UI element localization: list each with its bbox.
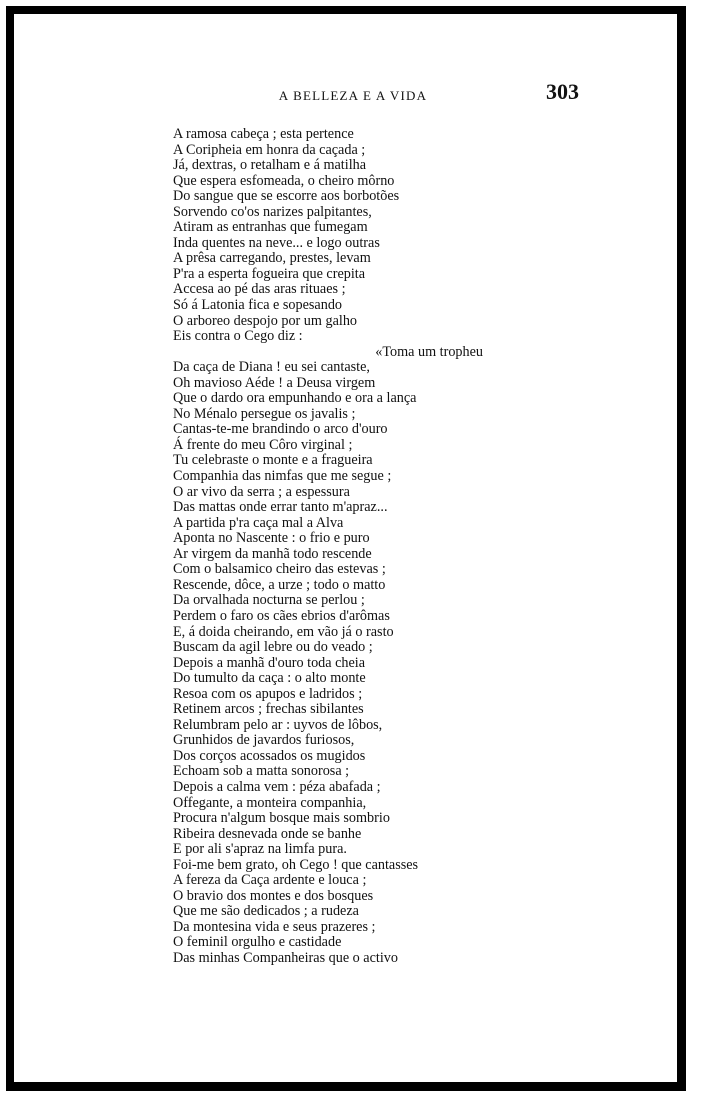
poem-line: A ramosa cabeça ; esta pertence — [173, 126, 354, 142]
poem-line: P'ra a esperta fogueira que crepita — [173, 265, 366, 282]
poem-line: Procura n'algum bosque mais sombrio — [173, 810, 390, 827]
poem-line: Sorvendo co'os narizes palpitantes, — [173, 203, 372, 220]
poem-line: Da orvalhada nocturna se perlou ; — [173, 592, 365, 609]
poem-line: O arboreo despojo por um galho — [173, 312, 358, 329]
poem-line: Grunhidos de javardos furiosos, — [173, 732, 355, 749]
poem-line: Da montesina vida e seus prazeres ; — [173, 918, 376, 935]
running-title: A BELLEZA E A VIDA — [278, 88, 428, 103]
poem-line: Retinem arcos ; frechas sibilantes — [173, 701, 364, 718]
poem-text — [173, 127, 483, 967]
poem-line: Inda quentes na neve... e logo outras — [173, 234, 380, 251]
poem-line: O ar vivo da serra ; a espessura — [173, 483, 350, 500]
poem-line: A prêsa carregando, prestes, levam — [173, 250, 371, 267]
poem-line: Ar virgem da manhã todo rescende — [173, 545, 372, 562]
poem-line: Do tumulto da caça : o alto monte — [173, 670, 366, 687]
poem-line: E, á doida cheirando, em vão já o rasto — [173, 623, 394, 640]
poem-line: Depois a calma vem : péza abafada ; — [173, 778, 381, 795]
poem-line: A partida p'ra caça mal a Alva — [173, 514, 344, 531]
poem-line: Companhia das nimfas que me segue ; — [173, 468, 392, 485]
poem-line: A Coripheia em honra da caçada ; — [173, 141, 366, 158]
poem-line: Tu celebraste o monte e a fragueira — [173, 452, 373, 469]
poem-line: Das mattas onde errar tanto m'apraz... — [173, 499, 388, 516]
poem-line: Eis contra o Cego diz : — [173, 328, 303, 345]
poem-line: Accesa ao pé das aras rituaes ; — [173, 281, 346, 298]
poem-line: No Ménalo persegue os javalis ; — [173, 405, 356, 422]
poem-line: «Toma um tropheu — [375, 343, 483, 360]
poem-line: Foi-me bem grato, oh Cego ! que cantasses — [173, 856, 419, 873]
page-number: 303 — [546, 79, 579, 104]
poem-line: Buscam da agil lebre ou do veado ; — [173, 639, 373, 656]
poem-line: Rescende, dôce, a urze ; todo o matto — [173, 576, 386, 593]
poem-line: Relumbram pelo ar : uyvos de lôbos, — [173, 716, 383, 733]
poem-line: Oh mavioso Aéde ! a Deusa virgem — [173, 374, 376, 391]
poem-line: O feminil orgulho e castidade — [173, 934, 342, 951]
poem-line: Ribeira desnevada onde se banhe — [173, 825, 362, 842]
poem-line: E por ali s'apraz na limfa pura. — [173, 841, 347, 858]
poem-line: Cantas-te-me brandindo o arco d'ouro — [173, 421, 388, 438]
poem-line: Perdem o faro os cães ebrios d'arômas — [173, 607, 390, 624]
poem-line: Depois a manhã d'ouro toda cheia — [173, 654, 366, 671]
poem-line: Já, dextras, o retalham e á matilha — [173, 157, 367, 174]
poem-line: Resoa com os apupos e ladridos ; — [173, 685, 363, 702]
poem-line: Das minhas Companheiras que o activo — [173, 949, 398, 966]
poem-line: O bravio dos montes e dos bosques — [173, 887, 374, 904]
poem-line: Da caça de Diana ! eu sei cantaste, — [173, 359, 370, 376]
poem-line: Atiram as entranhas que fumegam — [173, 219, 368, 236]
poem-line: Aponta no Nascente : o frio e puro — [173, 530, 370, 547]
poem-line: Do sangue que se escorre aos borbotões — [173, 188, 400, 205]
poem-line: Com o balsamico cheiro das estevas ; — [173, 561, 386, 578]
poem-line: Á frente do meu Côro virginal ; — [173, 436, 353, 453]
poem-line: Echoam sob a matta sonorosa ; — [173, 763, 350, 780]
poem-line: Que me são dedicados ; a rudeza — [173, 903, 359, 920]
poem-line: Que espera esfomeada, o cheiro môrno — [173, 172, 395, 189]
poem-line: Que o dardo ora empunhando e ora a lança — [173, 390, 417, 407]
poem-line: Dos corços acossados os mugidos — [173, 747, 366, 764]
poem-line: A fereza da Caça ardente e louca ; — [173, 872, 367, 889]
poem-line: Só á Latonia fica e sopesando — [173, 297, 343, 314]
poem-line: Offegante, a monteira companhia, — [173, 794, 367, 811]
